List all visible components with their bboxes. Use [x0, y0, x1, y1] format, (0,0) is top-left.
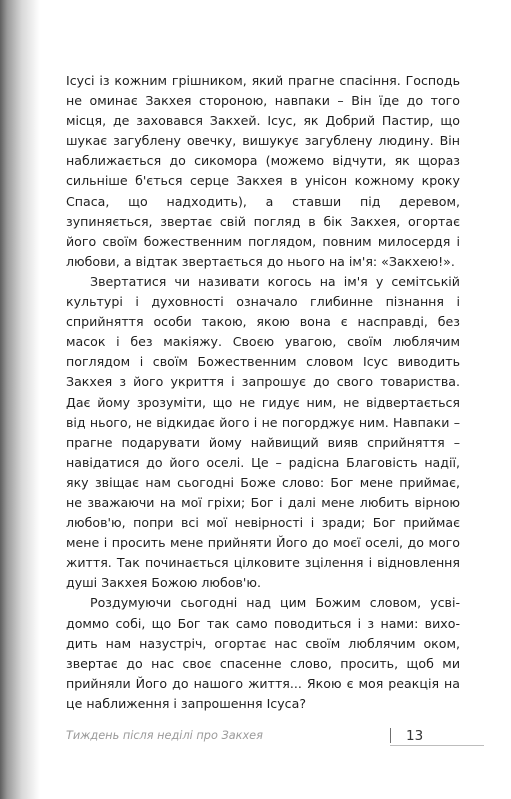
running-title: Тиждень після неділі про Закхея — [66, 729, 263, 742]
paragraph-3: Роздумуючи сьогодні над цим Божим словом, усвідоммо собі, що Бог так само поводиться і з нами: виходить нам назустріч, огортає нас своїм люблячим оком, звертає до нас своє спасенне слово, просить, щоб ми прийняли Його до нашого життя... Якою є моя реакція на це наближення і запрошення Ісуса? — [66, 595, 460, 711]
binding-shadow — [0, 0, 40, 799]
body-text — [66, 71, 460, 714]
page-footer — [66, 726, 460, 746]
page-number: 13 — [406, 728, 424, 744]
paragraph-2: Звертатися чи називати когось на ім'я у семітській культурі і духовності означало глибинне пізнання і сприйняття особи такою, якою вона є насправді, без масок і без макіяжу. Своєю увагою, своїм люблячим поглядом і своїм Божественним словом Ісус виводить Закхея з його укриття і запрошує до свого товариства. Дає йому зрозуміти, що не гидує ним, не відвертається від нього, не відкидає його і не погорджує ним. Навпаки – прагне подарувати йому найвищий вияв сприйняття – навідатися до його оселі. Це – радісна Благовість надії, яку звіщає нам сьогодні Боже слово: Бог мене приймає, не зважаючи на мої гріхи; Бог і далі мене любить вірною любов'ю, попри всі мої невірності і зради; Бог приймає мене і просить мене прийняти Його до моєї оселі, до мого життя. Так починається цілковите зцілення і відновлення душі Закхея Божою любов'ю. — [66, 273, 460, 591]
paragraph-1: Ісусі із кожним грішником, який прагне спасіння. Господь не оминає Закхея стороною, навпаки – Він їде до того місця, де заховався Закхей. Ісус, як Добрий Пастир, що шукає загублену овечку, вишукує загублену людину. Він наближається до сикомора (можемо відчути, як щораз сильніше б'ється серце Закхея в унісон кожному кроку Спаса, що надходить), а ставши під деревом, зупиняється, звертає свій погляд в бік Закхея, огортає його своїм божественним поглядом, повним милосердя і любови, а відтак звертається до нього на ім'я: «Закхею!». — [66, 73, 460, 269]
footer-underline — [390, 745, 484, 746]
footer-divider — [390, 728, 391, 743]
